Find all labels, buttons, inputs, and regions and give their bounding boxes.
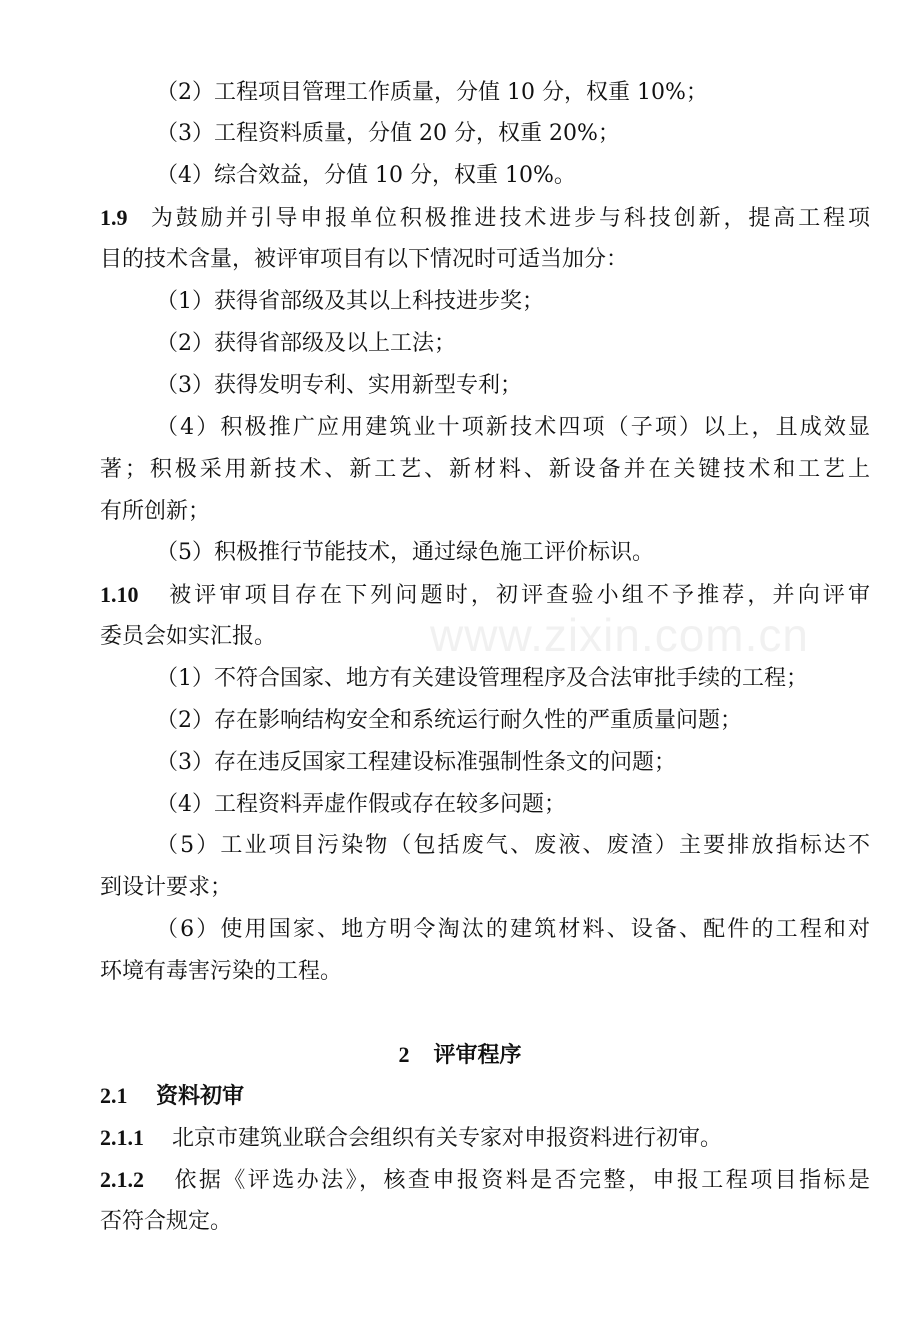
- list-item-continuation: 到设计要求；: [100, 875, 233, 900]
- clause-2-1-1: [100, 1123, 870, 1154]
- chapter-heading: [0, 1040, 920, 1070]
- list-item: （4）积极推广应用建筑业十项新技术四项（子项）以上，且成效显: [156, 415, 870, 440]
- section-number: 1.10: [100, 582, 139, 607]
- clause-2-1-2-line-1: [100, 1165, 870, 1196]
- list-item: （1）获得省部级及其以上科技进步奖；: [156, 289, 544, 314]
- list-item: （2）存在影响结构安全和系统运行耐久性的严重质量问题；: [156, 708, 742, 733]
- clause-number: 2.1.1: [100, 1125, 144, 1150]
- section-number: 2.1: [100, 1083, 128, 1108]
- section-text: 被评审项目存在下列问题时，初评查验小组不予推荐，并向评审: [166, 583, 870, 608]
- list-item: （3）存在违反国家工程建设标准强制性条文的问题；: [156, 750, 676, 775]
- paragraph-line: （2）工程项目管理工作质量，分值 10 分，权重 10%；: [156, 80, 708, 105]
- clause-2-1-2-line-2: 否符合规定。: [100, 1209, 233, 1234]
- list-item: （6）使用国家、地方明令淘汰的建筑材料、设备、配件的工程和对: [156, 917, 870, 942]
- section-1-10-line-2: 委员会如实汇报。: [100, 624, 277, 649]
- paragraph-line: （3）工程资料质量，分值 20 分，权重 20%；: [156, 121, 620, 146]
- clause-text: 北京市建筑业联合会组织有关专家对申报资料进行初审。: [172, 1126, 723, 1151]
- list-item-continuation: 著；积极采用新技术、新工艺、新材料、新设备并在关键技术和工艺上: [100, 457, 870, 482]
- chapter-title: 评审程序: [433, 1042, 522, 1068]
- section-number: 1.9: [100, 205, 128, 230]
- section-1-9-line-1: [100, 203, 870, 234]
- paragraph-line: （4）综合效益，分值 10 分，权重 10%。: [156, 163, 576, 188]
- list-item: （5）工业项目污染物（包括废气、废液、废渣）主要排放指标达不: [156, 833, 870, 858]
- list-item-continuation: 环境有毒害污染的工程。: [100, 959, 343, 984]
- list-item: （2）获得省部级及以上工法；: [156, 331, 456, 356]
- clause-number: 2.1.2: [100, 1167, 144, 1192]
- list-item: （5）积极推行节能技术，通过绿色施工评价标识。: [156, 540, 654, 565]
- list-item-continuation: 有所创新；: [100, 499, 211, 524]
- section-heading: [100, 1081, 870, 1111]
- section-text: 为鼓励并引导申报单位积极推进技术进步与科技创新，提高工程项: [148, 206, 870, 231]
- list-item: （3）获得发明专利、实用新型专利；: [156, 373, 522, 398]
- list-item: （4）工程资料弄虚作假或存在较多问题；: [156, 792, 566, 817]
- watermark-text: www.zixin.com.cn: [430, 609, 809, 661]
- section-1-10-line-1: [100, 580, 870, 611]
- chapter-number: 2: [398, 1042, 410, 1067]
- section-1-9-line-2: 目的技术含量，被评审项目有以下情况时可适当加分：: [100, 247, 629, 272]
- section-title: 资料初审: [156, 1083, 245, 1109]
- list-item: （1）不符合国家、地方有关建设管理程序及合法审批手续的工程；: [156, 666, 808, 691]
- clause-text: 依据《评选办法》，核查申报资料是否完整，申报工程项目指标是: [172, 1168, 870, 1193]
